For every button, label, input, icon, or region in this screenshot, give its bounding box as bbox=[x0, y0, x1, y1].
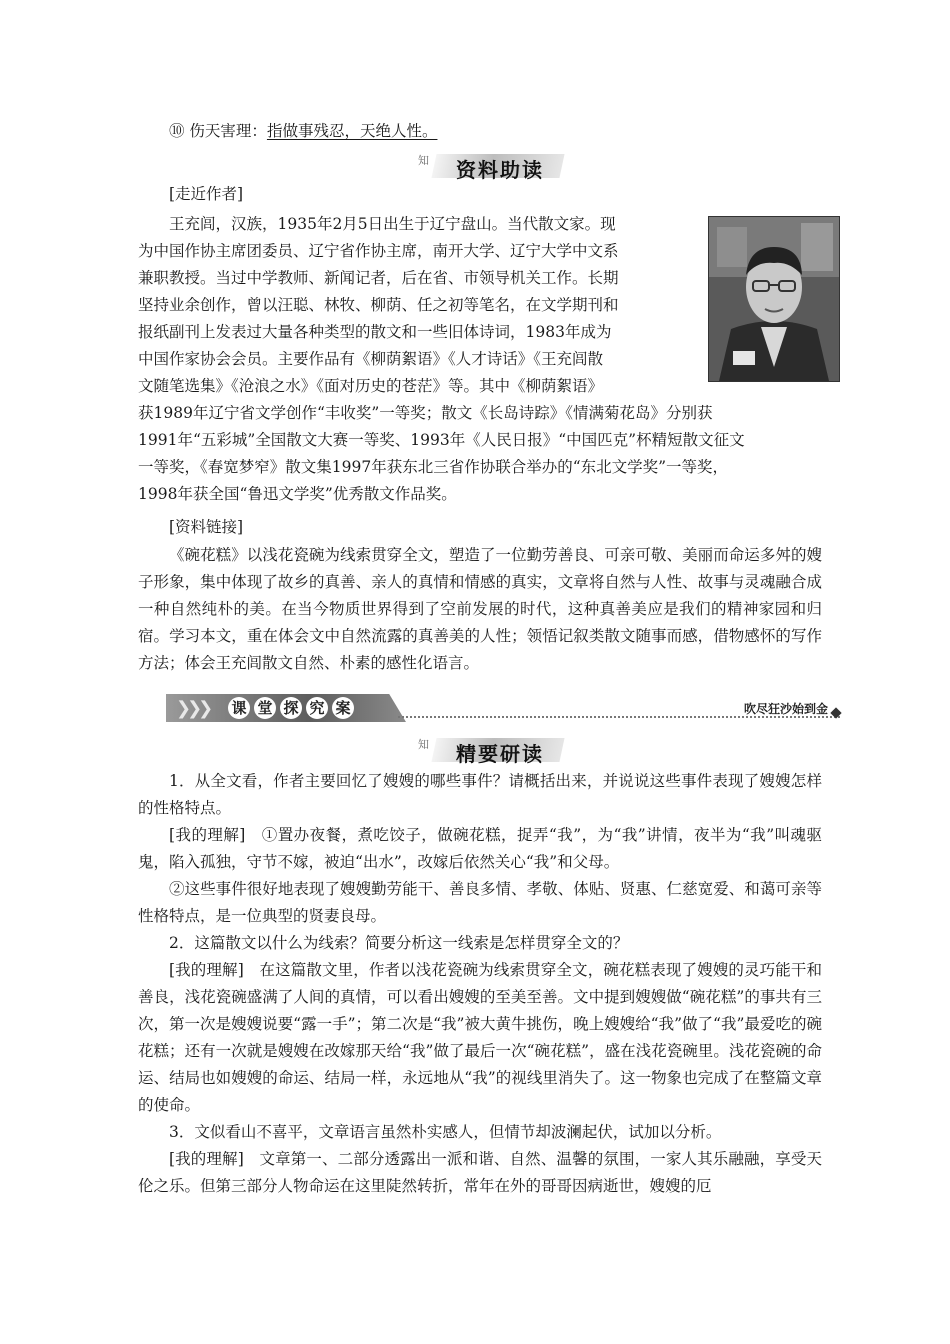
banner-slogan: 吹尽狂沙始到金 bbox=[743, 702, 828, 716]
author-line: 坚持业余创作，曾以汪聪、林牧、柳荫、任之初等笔名，在文学期刊和 bbox=[138, 296, 619, 314]
answer-1a: [我的理解] ①置办夜餐，煮吃饺子，做碗花糕，捉弄“我”，为“我”讲情，夜半为“我”叫魂驱鬼，陷入孤独，守节不嫁，被迫“出水”，改嫁后依然关心“我”和父母。 bbox=[138, 826, 822, 871]
qa-list bbox=[138, 768, 822, 1200]
banner-char: 案 bbox=[332, 697, 354, 719]
answer-2: [我的理解] 在这篇散文里，作者以浅花瓷碗为线索贯穿全文，碗花糕表现了嫂嫂的灵巧能干和善良，浅花瓷碗盛满了人间的真情，可以看出嫂嫂的至美至善。文中提到嫂嫂做“碗花糕”的事共有三次，第一次是嫂嫂说要“露一手”；第二次是“我”被大黄牛挑伤，晚上嫂嫂给“我”做了“我”最爱吃的碗花糕；还有一次就是嫂嫂在改嫁那天给“我”做了最后一次“碗花糕”，盛在浅花瓷碗里。浅花瓷碗的命运、结局也如嫂嫂的命运、结局一样，永远地从“我”的视线里消失了。这一物象也完成了在整篇文章的使命。 bbox=[138, 961, 822, 1114]
link-paragraph: 《碗花糕》以浅花瓷碗为线索贯穿全文，塑造了一位勤劳善良、可亲可敬、美丽而命运多舛的嫂子形象，集中体现了故乡的真善、亲人的真情和情感的真实，文章将自然与人性、故事与灵魂融合成一种自然纯朴的美。在当今物质世界得到了空前发展的时代，这种真善美应是我们的精神家园和归宿。学习本文，重在体会文中自然流露的真善美的人性；领悟记叙类散文随事而感，借物感怀的写作方法；体会王充闾散文自然、朴素的感性化语言。 bbox=[138, 546, 822, 672]
banner-title bbox=[228, 697, 354, 719]
section-header-mark: 知 bbox=[418, 154, 429, 167]
author-line: 中国作家协会会员。主要作品有《柳荫絮语》《人才诗话》《王充闾散 bbox=[138, 350, 604, 368]
author-line: 1991年“五彩城”全国散文大赛一等奖、1993年《人民日报》“中国匹克”杯精短散文征文 bbox=[138, 431, 745, 449]
author-line: 兼职教授。当过中学教师、新闻记者，后在省、市领导机关工作。长期 bbox=[138, 269, 619, 287]
section-header-title: 精要研读 bbox=[456, 742, 544, 766]
author-line: 王充闾，汉族，1935年2月5日出生于辽宁盘山。当代散文家。现 bbox=[169, 215, 616, 233]
section-header-title: 资料助读 bbox=[456, 158, 544, 182]
question-3: 3．文似看山不喜平，文章语言虽然朴实感人，但情节却波澜起伏，试加以分析。 bbox=[169, 1123, 722, 1141]
author-line: 1998年获全国“鲁迅文学奖”优秀散文作品奖。 bbox=[138, 485, 457, 503]
author-portrait-image bbox=[709, 217, 839, 381]
banner-char: 究 bbox=[306, 697, 328, 719]
banner-char: 课 bbox=[228, 697, 250, 719]
author-line: 文随笔选集》《沧浪之水》《面对历史的苍茫》等。其中《柳荫絮语》 bbox=[138, 377, 604, 395]
footnote-definition: 指做事残忍，天绝人性。 bbox=[266, 122, 438, 140]
question-1: 1．从全文看，作者主要回忆了嫂嫂的哪些事件？请概括出来，并说说这些事件表现了嫂嫂怎样的性格特点。 bbox=[138, 772, 822, 817]
author-line: 为中国作协主席团委员、辽宁省作协主席，南开大学、辽宁大学中文系 bbox=[138, 242, 619, 260]
banner-char: 探 bbox=[280, 697, 302, 719]
author-line: 一等奖，《春宽梦窄》散文集1997年获东北三省作协联合举办的“东北文学奖”一等奖， bbox=[138, 458, 729, 476]
question-2: 2．这篇散文以什么为线索？简要分析这一线索是怎样贯穿全文的？ bbox=[169, 934, 629, 952]
author-line: 报纸副刊上发表过大量各种类型的散文和一些旧体诗词，1983年成为 bbox=[138, 323, 612, 341]
section-header-reading bbox=[418, 734, 568, 764]
author-line: 获1989年辽宁省文学创作“丰收奖”一等奖；散文《长岛诗踪》《情满菊花岛》分别获 bbox=[138, 404, 713, 422]
link-tag: [资料链接] bbox=[169, 518, 244, 536]
banner-char: 堂 bbox=[254, 697, 276, 719]
classroom-banner bbox=[166, 694, 840, 722]
section-header-mark: 知 bbox=[418, 738, 429, 751]
chevron-right-icon: ❯❯❯ bbox=[176, 698, 210, 719]
author-photo bbox=[708, 216, 840, 382]
footnote-term: ⑩ 伤天害理： bbox=[169, 122, 267, 140]
answer-3: [我的理解] 文章第一、二部分透露出一派和谐、自然、温馨的氛围，一家人其乐融融，享受天伦之乐。但第三部分人物命运在这里陡然转折，常年在外的哥哥因病逝世，嫂嫂的厄 bbox=[138, 1150, 822, 1195]
author-bio-narrow bbox=[138, 211, 698, 400]
section-header-materials bbox=[418, 150, 568, 180]
footnote-10 bbox=[169, 120, 437, 142]
author-tag: [走近作者] bbox=[169, 185, 244, 203]
answer-1b: ②这些事件很好地表现了嫂嫂勤劳能干、善良多情、孝敬、体贴、贤惠、仁慈宽爱、和蔼可亲等性格特点，是一位典型的贤妻良母。 bbox=[138, 880, 822, 925]
author-bio-wide bbox=[138, 400, 822, 508]
